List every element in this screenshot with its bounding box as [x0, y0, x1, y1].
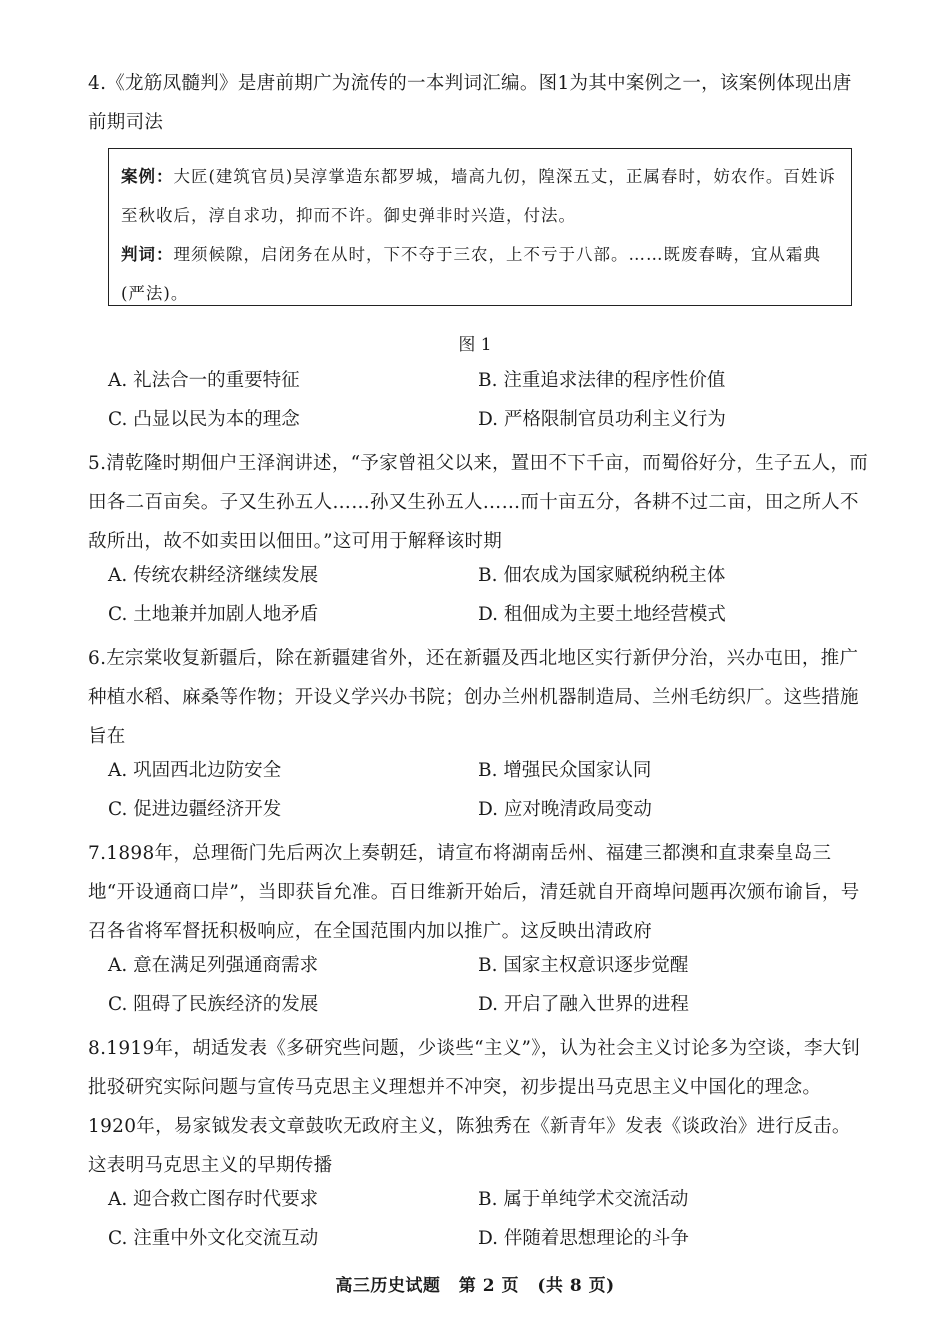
case-box [108, 148, 852, 306]
question-5-options-row-1 [108, 561, 868, 591]
q5-option-a[interactable]: A. 传统农耕经济继续发展 [108, 565, 319, 586]
q6-option-d[interactable]: D. 应对晚清政局变动 [478, 799, 652, 820]
verdict-paragraph [121, 235, 841, 313]
question-4-options-row-2 [108, 405, 868, 435]
q6-option-b[interactable]: B. 增强民众国家认同 [478, 760, 652, 781]
q4-option-c[interactable]: C. 凸显以民为本的理念 [108, 409, 300, 430]
q6-option-a[interactable]: A. 巩固西北边防安全 [108, 760, 282, 781]
verdict-label: 判词： [121, 245, 174, 264]
figure-caption: 图 1 [458, 335, 492, 355]
footer-title: 高三历史试题 [335, 1276, 441, 1296]
q5-option-b[interactable]: B. 佃农成为国家赋税纳税主体 [478, 565, 726, 586]
q7-option-a[interactable]: A. 意在满足列强通商需求 [108, 955, 319, 976]
q7-option-b[interactable]: B. 国家主权意识逐步觉醒 [478, 955, 689, 976]
q8-option-b[interactable]: B. 属于单纯学术交流活动 [478, 1189, 689, 1210]
question-8-options-row-2 [108, 1224, 868, 1254]
q4-option-d[interactable]: D. 严格限制官员功利主义行为 [478, 409, 726, 430]
page-footer [0, 1271, 950, 1296]
question-6-options-row-2 [108, 795, 868, 825]
q6-option-c[interactable]: C. 促进边疆经济开发 [108, 799, 282, 820]
q7-option-c[interactable]: C. 阻碍了民族经济的发展 [108, 994, 319, 1015]
q8-option-a[interactable]: A. 迎合救亡图存时代要求 [108, 1189, 319, 1210]
footer-page-total: (共 8 页) [537, 1276, 615, 1296]
question-5-options-row-2 [108, 600, 868, 630]
question-6-stem: 6.左宗棠收复新疆后，除在新疆建省外，还在新疆及西北地区实行新伊分治，兴办屯田，推广种植水稻、麻桑等作物；开设义学兴办书院；创办兰州机器制造局、兰州毛纺织厂。这些措施旨在 [88, 648, 859, 747]
case-label: 案例： [121, 167, 174, 186]
question-8-options-row-1 [108, 1185, 868, 1215]
question-7-stem: 7.1898年，总理衙门先后两次上奏朝廷，请宣布将湖南岳州、福建三都澳和直隶秦皇岛三地“开设通商口岸”，当即获旨允准。百日维新开始后，清廷就自开商埠问题再次颁布谕旨，号召各省将军督抚积极响应，在全国范围内加以推广。这反映出清政府 [88, 843, 860, 942]
question-6-options-row-1 [108, 756, 868, 786]
q5-option-d[interactable]: D. 租佃成为主要土地经营模式 [478, 604, 726, 625]
question-5-stem: 5.清乾隆时期佃户王泽润讲述，“予家曾祖父以来，置田不下千亩，而蜀俗好分，生子五人，而田各二百亩矣。子又生孙五人……孙又生孙五人……而十亩五分，各耕不过二亩，田之所人不敌所出，故不如卖田以佃田。”这可用于解释该时期 [88, 453, 869, 552]
case-paragraph [121, 157, 841, 235]
question-4-stem: 4.《龙筋凤髓判》是唐前期广为流传的一本判词汇编。图1为其中案例之一，该案例体现出唐前期司法 [88, 73, 852, 133]
q7-option-d[interactable]: D. 开启了融入世界的进程 [478, 994, 689, 1015]
question-4-options-row-1 [108, 366, 868, 396]
question-7-options-row-2 [108, 990, 868, 1020]
question-8-stem: 8.1919年，胡适发表《多研究些问题，少谈些“主义”》，认为社会主义讨论多为空谈，李大钊批驳研究实际问题与宣传马克思主义理想并不冲突，初步提出马克思主义中国化的理念。1920年，易家钺发表文章鼓吹无政府主义，陈独秀在《新青年》发表《谈政治》进行反击。这表明马克思主义的早期传播 [88, 1038, 861, 1176]
verdict-text: 理须候隙，启闭务在从时，下不夺于三农，上不亏于八部。……既废春畴，宜从霜典(严法)。 [121, 245, 821, 303]
q5-option-c[interactable]: C. 土地兼并加剧人地矛盾 [108, 604, 319, 625]
question-7-options-row-1 [108, 951, 868, 981]
q8-option-d[interactable]: D. 伴随着思想理论的斗争 [478, 1228, 689, 1249]
case-text: 大匠(建筑官员)吴淳掌造东都罗城，墙高九仞，隍深五丈，正属春时，妨农作。百姓诉至秋收后，淳自求功，抑而不许。御史弹非时兴造，付法。 [121, 167, 836, 225]
q4-option-b[interactable]: B. 注重追求法律的程序性价值 [478, 370, 726, 391]
footer-page-number: 第 2 页 [458, 1276, 519, 1296]
q4-option-a[interactable]: A. 礼法合一的重要特征 [108, 370, 300, 391]
q8-option-c[interactable]: C. 注重中外文化交流互动 [108, 1228, 319, 1249]
